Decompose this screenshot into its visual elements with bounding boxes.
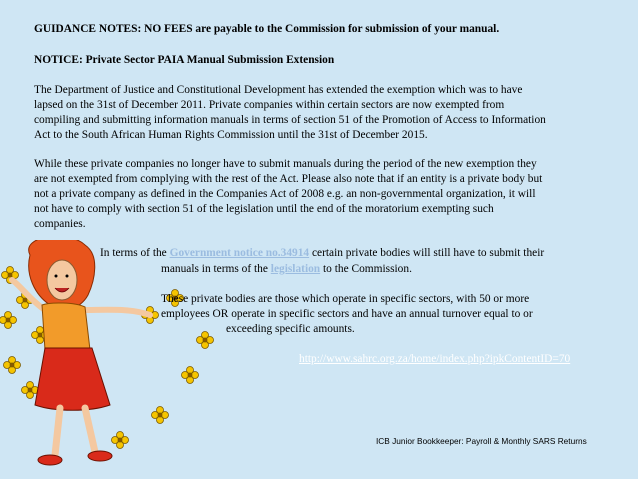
paragraph-line: Act to the South African Human Rights Commission until the 31st of December 2015. <box>34 129 428 141</box>
paragraph-line: The Department of Justice and Constitutional Development has extended the exemption which was to have <box>34 84 523 96</box>
source-url-link[interactable]: http://www.sahrc.org.za/home/index.php?ipkContentID=70 <box>299 353 571 365</box>
paragraph-line: lapsed on the 31st of December 2011. Private companies within certain sectors are now exempted from <box>34 99 505 111</box>
text-segment: certain private bodies will still have to submit their <box>309 247 545 259</box>
paragraph-line: companies. <box>34 218 86 230</box>
paragraph-line: employees OR operate in specific sectors and have an annual turnover equal to or <box>161 308 533 320</box>
text-segment: In terms of the <box>100 247 170 259</box>
government-notice-link[interactable]: Government notice no.34914 <box>169 247 310 259</box>
paragraph-line: compiling and submitting information manuals in terms of section 51 of the Promotion of Access to Information <box>34 114 546 126</box>
paragraph-line: While these private companies no longer have to submit manuals during the period of the new exemption they <box>34 158 537 170</box>
legislation-link[interactable]: legislation <box>270 263 321 275</box>
paragraph-line: not a private company as defined in the Companies Act of 2008 e.g. an non-governmental organization, it will <box>34 188 536 200</box>
government-notice-line <box>100 246 544 261</box>
paragraph-line: These private bodies are those which operate in specific sectors, with 50 or more <box>161 293 530 305</box>
guidance-notes: GUIDANCE NOTES: NO FEES are payable to the Commission for submission of your manual. <box>34 23 500 35</box>
footer-caption: ICB Junior Bookkeeper: Payroll & Monthly SARS Returns <box>376 436 587 446</box>
text-segment: manuals in terms of the <box>161 263 271 275</box>
notice-title: NOTICE: Private Sector PAIA Manual Submission Extension <box>34 54 335 66</box>
paragraph-line: not have to comply with section 51 of the legislation until the end of the moratorium exempting such <box>34 203 494 215</box>
text-segment: to the Commission. <box>320 263 412 275</box>
paragraph-line: exceeding specific amounts. <box>226 323 355 335</box>
paragraph-line: are not exempted from complying with the rest of the Act. Please also note that if an entity is a private body but <box>34 173 543 185</box>
legislation-line <box>161 262 412 277</box>
